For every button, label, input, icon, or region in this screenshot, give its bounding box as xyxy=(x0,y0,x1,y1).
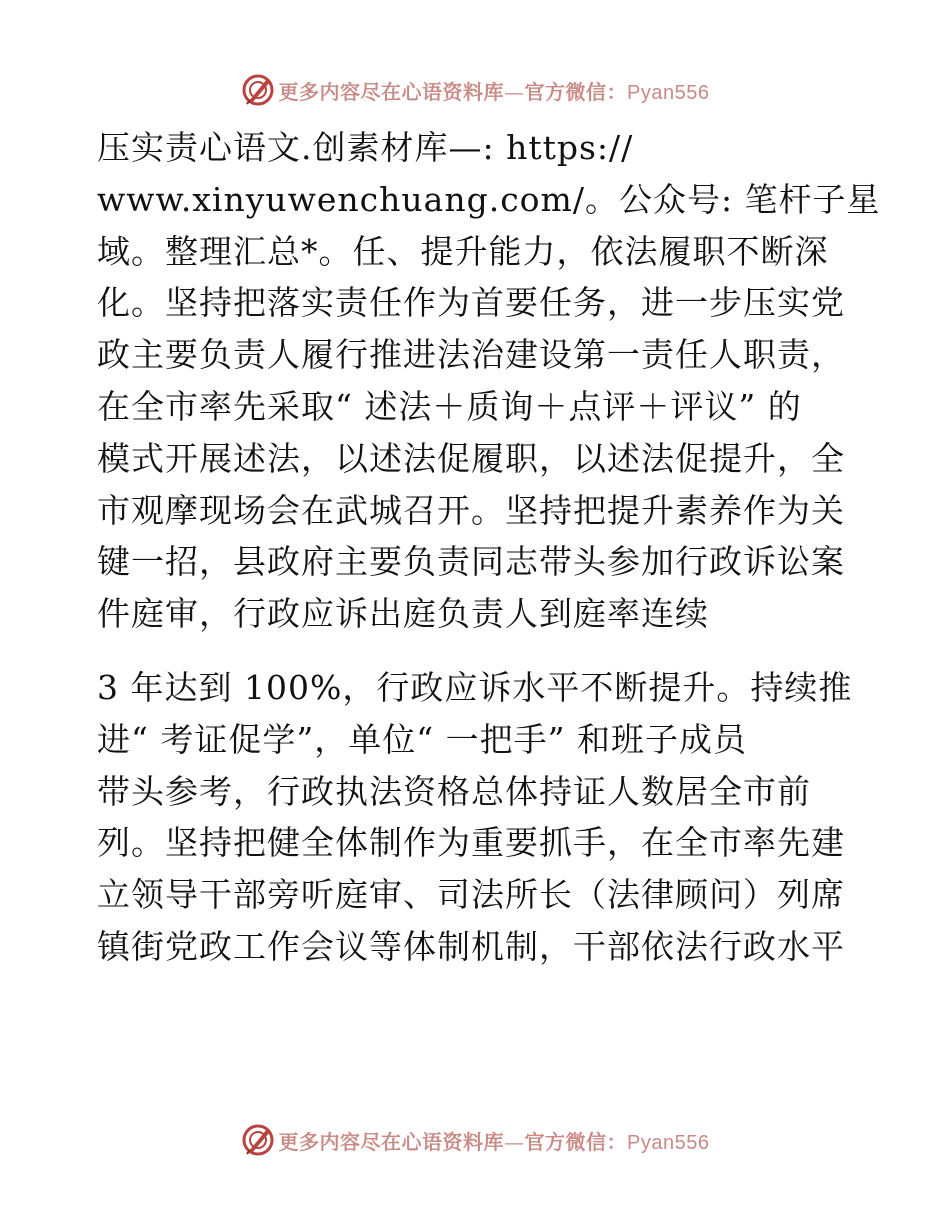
text-line: 在全市率先采取“ 述法＋质询＋点评＋评议” 的 xyxy=(97,386,802,426)
text-line: 立领导干部旁听庭审、司法所长（法律顾问）列席 xyxy=(97,875,845,915)
text-line: 域。整理汇总*。任、提升能力，依法履职不断深 xyxy=(97,231,829,271)
header-banner xyxy=(0,70,950,110)
paragraph-gap xyxy=(97,640,857,662)
text-line: 3 年达到 100%，行政应诉水平不断提升。持续推 xyxy=(97,667,853,707)
text-line: 键一招，县政府主要负责同志带头参加行政诉讼案 xyxy=(97,542,845,582)
footer-banner xyxy=(0,1120,950,1160)
text-line: 化。坚持把落实责任作为首要任务，进一步压实党 xyxy=(97,283,845,323)
text-line: 模式开展述法，以述法促履职，以述法促提升，全 xyxy=(97,438,845,478)
document-body xyxy=(97,122,881,973)
quill-logo-icon xyxy=(241,1123,275,1157)
text-line: 进“ 考证促学”，单位“ 一把手” 和班子成员 xyxy=(97,719,747,759)
paragraph-2 xyxy=(97,662,857,973)
text-line: 市观摩现场会在武城召开。坚持把提升素养作为关 xyxy=(97,490,845,530)
text-line: 压实责心语文.创素材库—: https:// xyxy=(97,128,634,167)
text-line: 镇街党政工作会议等体制机制，干部依法行政水平 xyxy=(97,926,845,966)
paragraph-1 xyxy=(97,122,881,640)
text-line: 政主要负责人履行推进法治建设第一责任人职责， xyxy=(97,335,845,375)
text-line: 带头参考，行政执法资格总体持证人数居全市前 xyxy=(97,771,811,811)
text-line: 列。坚持把健全体制作为重要抓手，在全市率先建 xyxy=(97,823,845,863)
banner-text: 更多内容尽在心语资料库—官方微信：Pyan556 xyxy=(278,1129,710,1154)
quill-logo-icon xyxy=(241,73,275,107)
text-line: 件庭审，行政应诉出庭负责人到庭率连续 xyxy=(97,594,709,634)
banner-text: 更多内容尽在心语资料库—官方微信：Pyan556 xyxy=(278,79,710,104)
text-line: www.xinyuwenchuang.com/。公众号: 笔杆子星 xyxy=(97,179,881,219)
